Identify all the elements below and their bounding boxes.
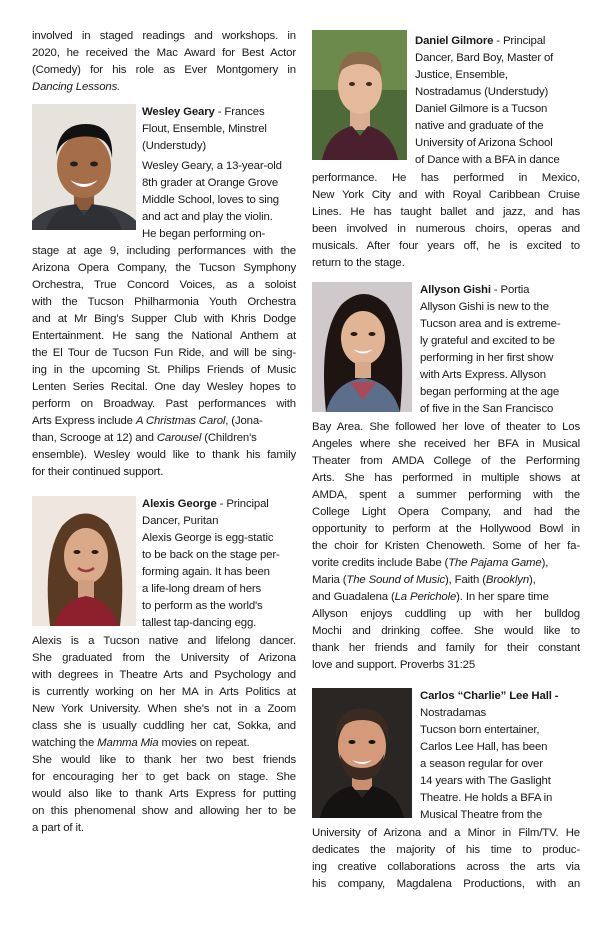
alexis-head-line: to be back on the stage per- bbox=[142, 549, 280, 561]
carlos-body-line: dedicates the majority of his time to produc- bbox=[312, 844, 580, 856]
show-title: The Pajama Game bbox=[448, 557, 542, 569]
allyson-head-line: began performing at the age bbox=[420, 386, 560, 398]
text-span: and Guadalena ( bbox=[312, 591, 395, 603]
daniel-body-line: Lines. He has taught ballet and jazz, and has bbox=[312, 206, 580, 218]
allyson-name: Allyson Gishi bbox=[420, 284, 491, 296]
carlos-body-line: University of Arizona and a Minor in Film/TV. He bbox=[312, 827, 580, 839]
allyson-name-line bbox=[420, 282, 529, 299]
wesley-body-line: the El Tour de Tucson Fun Ride, and will be sing- bbox=[32, 347, 296, 359]
allyson-head-line: of five in the San Francisco bbox=[420, 403, 554, 415]
alexis-body-line: would also like to thank Arts Express for putting bbox=[32, 788, 296, 800]
allyson-body-line: thank her friends and family for their constant bbox=[312, 642, 580, 654]
alexis-body-line: with degrees in Theatre Arts and Psychology and bbox=[32, 669, 296, 681]
carlos-body-line: his company, Magdalena Productions, with an bbox=[312, 878, 580, 890]
wesley-name: Wesley Geary bbox=[142, 106, 215, 118]
allyson-head-line: Tucson area and is extreme- bbox=[420, 318, 561, 330]
wesley-body-line: ing in the upcoming St. Philips Friends of Music bbox=[32, 364, 296, 376]
daniel-head-line: Dancer, Bard Boy, Master of bbox=[415, 52, 554, 64]
show-title: The Sound of Music bbox=[346, 574, 445, 586]
wesley-body-line: perform on Broadway. Past performances with bbox=[32, 398, 296, 410]
allyson-role: - Portia bbox=[490, 284, 530, 296]
show-title: La Perichole bbox=[394, 591, 457, 603]
daniel-body-line: return to the stage. bbox=[312, 257, 405, 269]
text-span: ). In her spare time bbox=[456, 591, 549, 603]
alexis-head-line: tallest tap-dancing egg. bbox=[142, 617, 257, 629]
text-span: Arts Express include bbox=[32, 415, 136, 427]
wesley-body-line: Lenten Series Recital. One day Wesley hopes to bbox=[32, 381, 296, 393]
alexis-body-line: Alexis is a Tucson native and lifelong dancer. bbox=[32, 635, 296, 647]
wesley-head-line: Middle School, loves to sing bbox=[142, 194, 279, 206]
daniel-name: Daniel Gilmore bbox=[415, 35, 494, 47]
alexis-movie-line bbox=[32, 735, 250, 752]
allyson-body-line: love and support. Proverbs 31:25 bbox=[312, 659, 476, 671]
text-span: ), Faith ( bbox=[445, 574, 486, 586]
allyson-body-line: College Light Opera Company, and had the bbox=[312, 506, 580, 518]
alexis-body-line: New York University. When she's not in a Zoom bbox=[32, 703, 296, 715]
alexis-head-line: a life-long dream of hers bbox=[142, 583, 262, 595]
text-span: Maria ( bbox=[312, 574, 347, 586]
daniel-body-line: New York City and with Royal Caribbean Cruise bbox=[312, 189, 580, 201]
show-title: A Christmas Carol bbox=[135, 415, 226, 427]
allyson-head-line: Allyson Gishi is new to the bbox=[420, 301, 549, 313]
daniel-head-line: Justice, Ensemble, bbox=[415, 69, 508, 81]
allyson-body-line: Theater from AMDA College of the Performing bbox=[312, 455, 580, 467]
wesley-body-line: and at Mr Bing's Supper Club with Khris Dodge bbox=[32, 313, 296, 325]
wesley-body-line: Entertainment. He sang the National Anthem at bbox=[32, 330, 296, 342]
text-span: watching the bbox=[32, 737, 98, 749]
text-span: ), bbox=[541, 557, 549, 569]
intro-line: (Comedy) for his role as Ever Montgomery in bbox=[32, 64, 296, 76]
daniel-gilmore-headshot bbox=[312, 30, 407, 160]
alexis-body-line: is currently working on her MA in Arts Politics at bbox=[32, 686, 296, 698]
alexis-body-line: a part of it. bbox=[32, 822, 84, 834]
alexis-body-line: She would like to thank her two best friends bbox=[32, 754, 296, 766]
wesley-credits-line bbox=[32, 430, 257, 447]
daniel-body-line: performance. He has performed in Mexico, bbox=[312, 172, 580, 184]
carlos-lee-hall-headshot bbox=[312, 688, 412, 818]
text-span: (Children's bbox=[201, 432, 257, 444]
wesley-body-line: Arizona Opera Company, the Tucson Symphony bbox=[32, 262, 296, 274]
wesley-head-line: (Understudy) bbox=[142, 140, 207, 152]
allyson-head-line: with Arts Express. Allyson bbox=[420, 369, 546, 381]
alexis-role: - Principal bbox=[216, 498, 269, 510]
intro-line: involved in staged readings and workshops. in bbox=[32, 30, 296, 42]
wesley-head-line: and act and play the violin. bbox=[142, 211, 273, 223]
alexis-name: Alexis George bbox=[142, 498, 217, 510]
allyson-body-line: AMDA, spent a summer performing with the bbox=[312, 489, 580, 501]
wesley-role: - Frances bbox=[214, 106, 265, 118]
wesley-head-line: Wesley Geary, a 13-year-old bbox=[142, 160, 282, 172]
allyson-body-line: the choir for Kristen Chenoweth. Some of her fa- bbox=[312, 540, 580, 552]
daniel-body-line: been involved in numerous choirs, operas and bbox=[312, 223, 580, 235]
daniel-head-line: native and graduate of the bbox=[415, 120, 544, 132]
daniel-head-line: Daniel Gilmore is a Tucson bbox=[415, 103, 548, 115]
carlos-body-line: ing creative collaborations across the arts via bbox=[312, 861, 580, 873]
wesley-head-line: He began performing on- bbox=[142, 228, 266, 240]
carlos-name: Carlos “Charlie” Lee Hall - bbox=[420, 690, 559, 702]
show-title: Carousel bbox=[156, 432, 202, 444]
wesley-name-line bbox=[142, 104, 265, 121]
allyson-body-line: Angeles where she received her BFA in Musical bbox=[312, 438, 580, 450]
movie-title: Mamma Mia bbox=[97, 737, 159, 749]
carlos-head-line: Theatre. He holds a BFA in bbox=[420, 792, 553, 804]
daniel-head-line: University of Arizona School bbox=[415, 137, 553, 149]
allyson-credits-line bbox=[312, 572, 536, 589]
text-span: movies on repeat. bbox=[158, 737, 250, 749]
wesley-body-line: stage at age 9, including performances with the bbox=[32, 245, 296, 257]
intro-line: 2020, he received the Mac Award for Best Actor bbox=[32, 47, 296, 59]
allyson-credits-line bbox=[312, 589, 549, 606]
wesley-body-line: ensemble). Wesley would like to thank his family bbox=[32, 449, 296, 461]
text-span: ), bbox=[529, 574, 536, 586]
text-span: vorite credits include Babe ( bbox=[312, 557, 449, 569]
show-title: Brooklyn bbox=[485, 574, 530, 586]
text-span: , (Jona- bbox=[225, 415, 263, 427]
allyson-credits-line bbox=[312, 555, 548, 572]
allyson-body-line: Allyson enjoys cuddling up with her bulldog bbox=[312, 608, 580, 620]
carlos-head-line: Nostradamas bbox=[420, 707, 487, 719]
wesley-body-line: with the Tucson Philharmonia Youth Orchestra bbox=[32, 296, 296, 308]
alexis-name-line bbox=[142, 496, 269, 513]
alexis-george-headshot bbox=[32, 496, 136, 626]
alexis-head-line: to perform as the world's bbox=[142, 600, 263, 612]
daniel-name-line bbox=[415, 33, 545, 50]
wesley-head-line: Flout, Ensemble, Minstrel bbox=[142, 123, 267, 135]
wesley-body-line: for their continued support. bbox=[32, 466, 164, 478]
carlos-head-line: Tucson born entertainer, bbox=[420, 724, 540, 736]
carlos-head-line: a season regular for over bbox=[420, 758, 543, 770]
allyson-head-line: performing in her first show bbox=[420, 352, 554, 364]
alexis-body-line: class she is usually cuddling her cat, Sokka, and bbox=[32, 720, 296, 732]
carlos-head-line: 14 years with The Gaslight bbox=[420, 775, 551, 787]
allyson-body-line: Bay Area. She followed her love of theater to Los bbox=[312, 421, 580, 433]
carlos-head-line: Carlos Lee Hall, has been bbox=[420, 741, 548, 753]
daniel-head-line: of Dance with a BFA in dance bbox=[415, 154, 560, 166]
allyson-body-line: Arts. She has performed in multiple shows at bbox=[312, 472, 580, 484]
alexis-head-line: forming again. It has been bbox=[142, 566, 270, 578]
wesley-body-line: Orchestra, True Concord Voices, as a soloist bbox=[32, 279, 296, 291]
daniel-role: - Principal bbox=[493, 35, 546, 47]
daniel-body-line: musicals. After four years off, he is excited to bbox=[312, 240, 580, 252]
wesley-credits-line bbox=[32, 413, 263, 430]
wesley-geary-headshot bbox=[32, 104, 136, 230]
intro-line-title: Dancing Lessons. bbox=[32, 81, 121, 93]
allyson-gishi-headshot bbox=[312, 282, 412, 412]
allyson-body-line: opportunity to perform at the Hollywood Bowl in bbox=[312, 523, 580, 535]
allyson-body-line: Mochi and drinking coffee. She would like to bbox=[312, 625, 580, 637]
allyson-head-line: ly grateful and excited to be bbox=[420, 335, 555, 347]
alexis-body-line: on this phenomenal show and allowing her to be bbox=[32, 805, 296, 817]
alexis-head-line: Alexis George is egg-static bbox=[142, 532, 274, 544]
carlos-head-line: Musical Theatre from the bbox=[420, 809, 543, 821]
alexis-body-line: for encouraging her to get back on stage. She bbox=[32, 771, 296, 783]
text-span: than, Scrooge at 12) and bbox=[32, 432, 157, 444]
alexis-body-line: She graduated from the University of Arizona bbox=[32, 652, 296, 664]
wesley-head-line: 8th grader at Orange Grove bbox=[142, 177, 279, 189]
alexis-head-line: Dancer, Puritan bbox=[142, 515, 219, 527]
daniel-head-line: Nostradamus (Understudy) bbox=[415, 86, 549, 98]
